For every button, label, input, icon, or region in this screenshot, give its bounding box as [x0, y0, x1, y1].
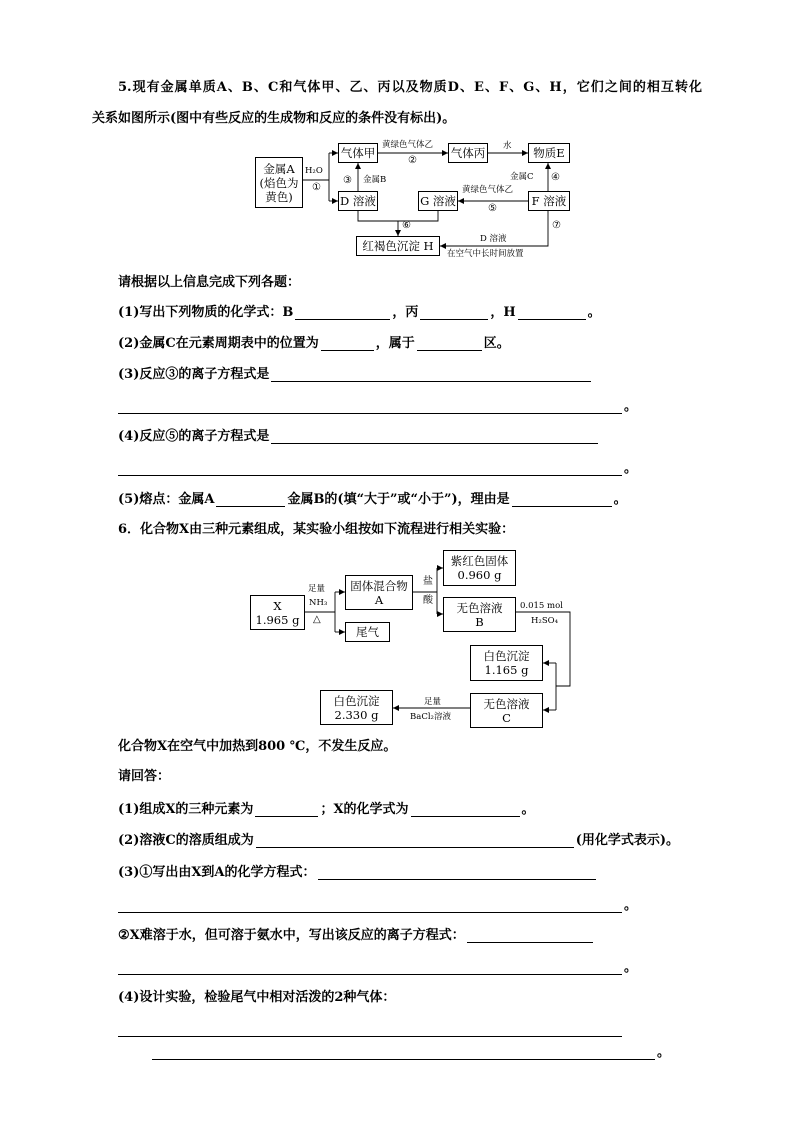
box-substance-e — [528, 143, 570, 163]
q6-prompt-text: 请回答： — [118, 769, 171, 784]
q5-intro-line2 — [92, 110, 455, 128]
q5-intro-line2-text: 关系如图所示(图中有些反应的生成物和反应的条件没有标出)。 — [92, 111, 456, 126]
q5-sub1-text: ，H — [490, 305, 516, 320]
q5-sub2-text: (2)金属C在元素周期表中的位置为 — [118, 336, 319, 351]
q6-sub3b-end: 。 — [624, 960, 638, 975]
q6-intro — [118, 521, 514, 539]
q6-sub3b — [118, 927, 595, 945]
label-water: 水 — [503, 141, 512, 151]
box-solid-a-line: A — [374, 592, 384, 607]
label-metal-b: 金属B — [363, 175, 387, 185]
q5-prompt — [118, 274, 300, 292]
answer-blank — [118, 960, 622, 975]
q6-sub2-text: (用化学式表示)。 — [575, 833, 680, 848]
answer-blank — [118, 898, 622, 913]
answer-blank — [271, 367, 591, 382]
answer-blank — [518, 305, 586, 320]
box-gas-bing-text: 气体丙 — [450, 146, 486, 160]
q5-sub4-end: 。 — [624, 461, 638, 476]
answer-blank — [118, 461, 622, 476]
q6-sub3a — [118, 864, 598, 882]
answer-blank — [152, 1045, 655, 1060]
label-gas-yi-mid: 黄绿色气体乙 — [462, 185, 514, 195]
q6-sub3b-text: ②X难溶于水，但可溶于氨水中，写出该反应的离子方程式： — [118, 928, 465, 943]
answer-blank — [295, 305, 390, 320]
q6-note-text: 化合物X在空气中加热到800 ℃，不发生反应。 — [118, 739, 397, 754]
q5-sub1-text: 。 — [587, 305, 601, 320]
q5-sub1-text: (1)写出下列物质的化学式：B — [118, 305, 294, 320]
box-tail-gas — [345, 622, 390, 642]
q6-sub3b-cont — [118, 959, 637, 977]
q5-prompt-text: 请根据以上信息完成下列各题： — [118, 275, 301, 290]
label-step-7: ⑦ — [552, 220, 561, 231]
box-precipitate-h — [356, 236, 440, 256]
box-gas-jia-text: 气体甲 — [340, 146, 376, 160]
q5-intro-line1-text: 5.现有金属单质A、B、C和气体甲、乙、丙以及物质D、E、F、G、H，它们之间的相互转化 — [118, 80, 702, 95]
box-white-ppt-2 — [320, 690, 393, 725]
box-metal-a-line: 金属A — [263, 161, 295, 176]
box-white-ppt-2-line: 2.330 g — [334, 707, 379, 722]
label-step-3: ③ — [343, 175, 352, 186]
q5-sub3-end: 。 — [624, 399, 638, 414]
box-white-ppt-1-line: 白色沉淀 — [483, 649, 530, 663]
answer-blank — [417, 336, 482, 351]
label-excess-nh3: 足量 — [308, 584, 326, 594]
box-solution-b-line: 无色溶液 — [456, 600, 503, 615]
label-step-4: ④ — [551, 172, 560, 183]
q5-sub4-text: (4)反应⑤的离子方程式是 — [118, 429, 270, 444]
q6-intro-text: 6．化合物X由三种元素组成，某实验小组按如下流程进行相关实验： — [118, 522, 515, 537]
box-purple-solid-line: 0.960 g — [457, 568, 502, 582]
answer-blank — [255, 802, 318, 817]
q5-sub4-cont — [118, 460, 637, 478]
q6-sub4 — [118, 989, 395, 1007]
box-white-ppt-1 — [470, 645, 543, 681]
box-solution-c-line: 无色溶液 — [483, 696, 530, 711]
label-d-solution: D 溶液 — [480, 234, 507, 244]
label-step-5: ⑤ — [488, 203, 497, 214]
box-solution-c — [470, 693, 543, 728]
q5-sub5-text: 。 — [613, 492, 627, 507]
answer-blank — [256, 833, 574, 848]
q6-sub1-text: (1)组成X的三种元素为 — [118, 802, 254, 817]
box-solution-g-text: G 溶液 — [420, 194, 456, 208]
q5-sub5-text: 金属B的(填“大于”或“小于”)，理由是 — [287, 492, 510, 507]
answer-blank — [321, 336, 374, 351]
label-air-standing: 在空气中长时间放置 — [447, 249, 524, 259]
box-purple-solid — [443, 550, 516, 586]
q6-sub2 — [118, 832, 679, 850]
answer-blank — [512, 492, 612, 507]
box-tail-gas-text: 尾气 — [356, 625, 379, 639]
box-solution-b — [443, 597, 516, 632]
box-compound-x — [250, 595, 305, 630]
box-purple-solid-line: 紫红色固体 — [450, 554, 509, 568]
q6-sub4-line1 — [118, 1021, 624, 1039]
q6-sub4-end: 。 — [657, 1045, 671, 1060]
q5-sub5 — [118, 491, 627, 509]
q5-sub2-text: 区。 — [483, 336, 510, 351]
q6-sub4-text: (4)设计实验，检验尾气中相对活泼的2种气体： — [118, 990, 396, 1005]
label-h2so4: H₂SO₄ — [531, 616, 559, 626]
q6-prompt — [118, 768, 170, 786]
q5-sub1-text: ，丙 — [392, 305, 419, 320]
box-metal-a-line: (焰色为 — [259, 175, 299, 190]
label-h2so4-amount: 0.015 mol — [520, 601, 563, 611]
box-solution-g — [418, 191, 458, 211]
box-compound-x-line: 1.965 g — [255, 612, 300, 627]
q6-sub3a-end: 。 — [624, 898, 638, 913]
answer-blank — [420, 305, 488, 320]
answer-blank — [411, 802, 520, 817]
q6-note — [118, 738, 396, 756]
label-heat: △ — [313, 614, 321, 625]
q5-sub3-text: (3)反应③的离子方程式是 — [118, 367, 270, 382]
box-white-ppt-1-line: 1.165 g — [484, 663, 529, 677]
q5-intro-line1 — [118, 79, 702, 97]
box-compound-x-line: X — [273, 598, 282, 613]
label-excess-bacl2: 足量 — [424, 697, 442, 707]
q6-sub3a-text: (3)①写出由X到A的化学方程式： — [118, 865, 316, 880]
answer-blank — [318, 865, 596, 880]
answer-blank — [118, 1022, 622, 1037]
box-metal-a — [255, 157, 303, 208]
label-h2o: H₂O — [305, 166, 323, 176]
box-gas-jia — [338, 143, 378, 163]
label-step-2: ② — [408, 155, 417, 166]
answer-blank — [467, 928, 593, 943]
label-gas-yi-top: 黄绿色气体乙 — [382, 140, 434, 150]
q5-sub2 — [118, 335, 510, 353]
q6-sub1-text: ；X的化学式为 — [320, 802, 409, 817]
q5-sub2-text: ，属于 — [375, 336, 415, 351]
box-white-ppt-2-line: 白色沉淀 — [333, 693, 380, 708]
label-hcl-2: 酸 — [423, 595, 433, 606]
box-solution-d — [338, 191, 378, 211]
box-solution-f-text: F 溶液 — [531, 194, 567, 208]
q5-sub3-cont — [118, 398, 637, 416]
q5-sub5-text: (5)熔点：金属A — [118, 492, 215, 507]
q5-sub3 — [118, 366, 593, 384]
arrow-d-g-join — [358, 211, 438, 221]
box-metal-a-line: 黄色) — [265, 189, 293, 204]
box-precipitate-h-text: 红褐色沉淀 H — [362, 239, 434, 253]
label-step-6: ⑥ — [402, 220, 411, 231]
q6-sub1-text: 。 — [521, 802, 535, 817]
answer-blank — [216, 492, 285, 507]
label-metal-c: 金属C — [510, 172, 534, 182]
label-step-1: ① — [312, 182, 321, 193]
box-solid-a-line: 固体混合物 — [350, 578, 408, 593]
label-hcl-1: 盐 — [423, 576, 433, 587]
q6-sub1 — [118, 801, 535, 819]
q6-sub4-line2 — [152, 1044, 670, 1062]
box-gas-bing — [448, 143, 488, 163]
box-solution-c-line: C — [502, 710, 511, 725]
label-bacl2: BaCl₂溶液 — [410, 712, 451, 722]
box-solution-f — [528, 191, 570, 211]
q6-sub3a-cont — [118, 897, 637, 915]
label-nh3: NH₃ — [309, 598, 328, 608]
box-solid-a — [345, 575, 413, 610]
q5-sub1 — [118, 304, 601, 322]
box-substance-e-text: 物质E — [533, 146, 565, 160]
answer-blank — [118, 399, 622, 414]
answer-blank — [271, 429, 598, 444]
box-solution-d-text: D 溶液 — [340, 194, 376, 208]
q6-sub2-text: (2)溶液C的溶质组成为 — [118, 833, 254, 848]
q5-sub4 — [118, 428, 600, 446]
box-solution-b-line: B — [475, 614, 484, 629]
